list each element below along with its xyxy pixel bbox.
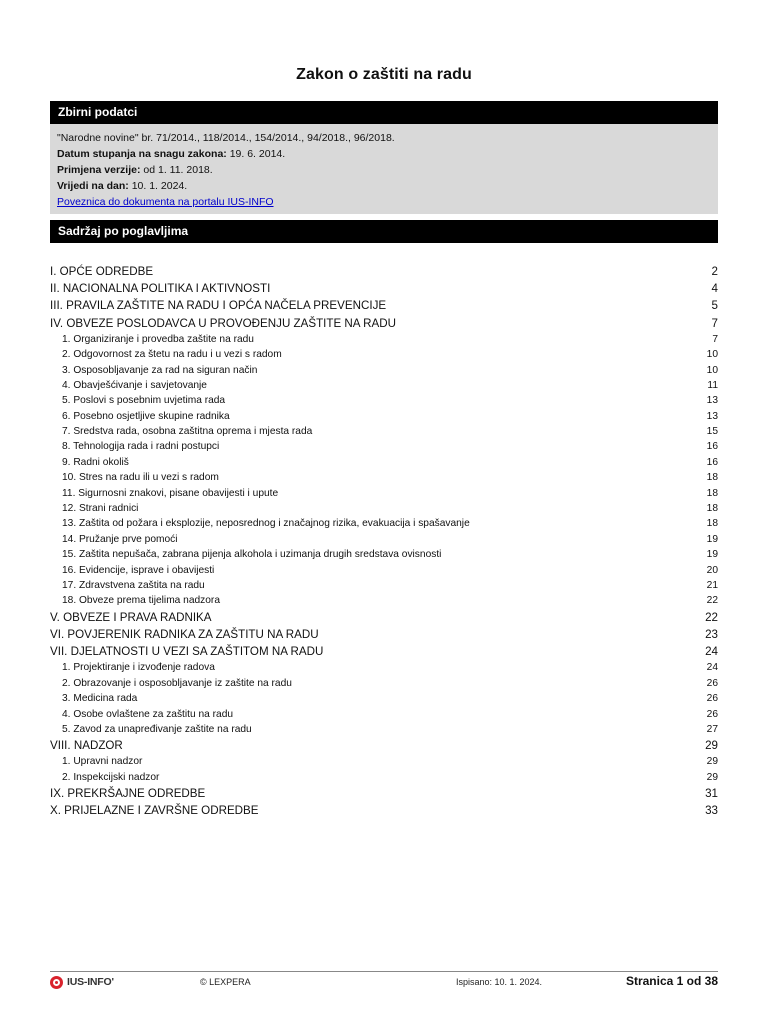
toc-entry-label: 2. Inspekcijski nadzor bbox=[62, 771, 160, 783]
toc-entry-page: 2 bbox=[711, 265, 718, 278]
toc-list bbox=[50, 263, 718, 820]
toc-entry-page: 10 bbox=[706, 364, 718, 376]
effective-date-label: Datum stupanja na snagu zakona: bbox=[57, 148, 227, 160]
toc-entry-label: X. PRIJELAZNE I ZAVRŠNE ODREDBE bbox=[50, 804, 259, 818]
toc-entry-label: 15. Zaštita nepušača, zabrana pijenja alkohola i uzimanja drugih sredstava ovisnosti bbox=[62, 549, 442, 561]
toc-chapter-row[interactable] bbox=[50, 737, 718, 754]
toc-entry-page: 29 bbox=[706, 771, 718, 783]
footer-divider bbox=[50, 971, 718, 972]
gazette-line: "Narodne novine" br. 71/2014., 118/2014., 154/2014., 94/2018., 96/2018. bbox=[57, 132, 395, 144]
toc-section-row[interactable] bbox=[50, 770, 718, 785]
toc-chapter-row[interactable] bbox=[50, 643, 718, 660]
toc-entry-label: 1. Upravni nadzor bbox=[62, 756, 143, 768]
toc-section-row[interactable] bbox=[50, 754, 718, 769]
toc-entry-page: 16 bbox=[706, 456, 718, 468]
toc-entry-label: 17. Zdravstvena zaštita na radu bbox=[62, 580, 205, 591]
toc-section-row[interactable] bbox=[50, 332, 718, 347]
valid-date-label: Vrijedi na dan: bbox=[57, 180, 129, 192]
toc-chapter-row[interactable] bbox=[50, 280, 718, 297]
toc-section-row[interactable] bbox=[50, 393, 718, 408]
toc-entry-page: 29 bbox=[705, 739, 718, 753]
toc-section-row[interactable] bbox=[50, 707, 718, 722]
toc-entry-page: 20 bbox=[706, 564, 718, 576]
toc-entry-label: II. NACIONALNA POLITIKA I AKTIVNOSTI bbox=[50, 282, 271, 296]
toc-section-row[interactable] bbox=[50, 563, 718, 578]
portal-link[interactable]: Poveznica do dokumenta na portalu IUS-INFO bbox=[57, 196, 274, 208]
toc-entry-page: 7 bbox=[712, 333, 718, 345]
toc-entry-label: 3. Osposobljavanje za rad na siguran način bbox=[62, 364, 258, 376]
toc-entry-page: 16 bbox=[706, 441, 718, 453]
toc-entry-label: 5. Zavod za unapređivanje zaštite na radu bbox=[62, 723, 252, 735]
document-title: Zakon o zaštiti na radu bbox=[296, 66, 472, 83]
toc-section-row[interactable] bbox=[50, 691, 718, 706]
toc-entry-label: 16. Evidencije, isprave i obavijesti bbox=[62, 564, 215, 576]
toc-section-row[interactable] bbox=[50, 363, 718, 378]
toc-entry-label: 2. Odgovornost za štetu na radu i u vezi s radom bbox=[62, 349, 282, 361]
footer-printed-date: Ispisano: 10. 1. 2024. bbox=[456, 977, 543, 987]
toc-entry-label: 12. Strani radnici bbox=[62, 503, 139, 515]
toc-chapter-row[interactable] bbox=[50, 785, 718, 802]
toc-entry-label: VII. DJELATNOSTI U VEZI SA ZAŠTITOM NA RADU bbox=[50, 645, 324, 659]
toc-section-row[interactable] bbox=[50, 424, 718, 439]
toc-entry-label: 1. Organiziranje i provedba zaštite na radu bbox=[62, 333, 254, 345]
toc-chapter-row[interactable] bbox=[50, 609, 718, 626]
toc-entry-page: 19 bbox=[706, 533, 718, 545]
toc-entry-label: 18. Obveze prema tijelima nadzora bbox=[62, 595, 220, 607]
version-line bbox=[57, 162, 711, 178]
toc-section-row[interactable] bbox=[50, 676, 718, 691]
toc-chapter-row[interactable] bbox=[50, 802, 718, 819]
toc-entry-label: 2. Obrazovanje i osposobljavanje iz zaštite na radu bbox=[62, 677, 292, 689]
toc-entry-page: 24 bbox=[706, 662, 718, 674]
toc-section-row[interactable] bbox=[50, 470, 718, 485]
toc-entry-page: 13 bbox=[706, 410, 718, 422]
toc-section-row[interactable] bbox=[50, 660, 718, 675]
toc-entry-page: 27 bbox=[706, 723, 718, 735]
toc-entry-label: 4. Obavješćivanje i savjetovanje bbox=[62, 379, 207, 391]
toc-entry-label: 5. Poslovi s posebnim uvjetima rada bbox=[62, 395, 226, 407]
summary-box bbox=[50, 124, 718, 214]
toc-entry-page: 7 bbox=[711, 316, 718, 330]
page-number: Stranica 1 od 38 bbox=[625, 974, 718, 988]
toc-entry-page: 31 bbox=[705, 787, 718, 801]
toc-section-row[interactable] bbox=[50, 516, 718, 531]
toc-entry-page: 23 bbox=[705, 627, 718, 641]
toc-entry-label: 4. Osobe ovlaštene za zaštitu na radu bbox=[62, 708, 234, 720]
toc-entry-page: 21 bbox=[706, 580, 718, 591]
ius-info-logo-icon bbox=[50, 976, 63, 989]
toc-entry-page: 22 bbox=[706, 595, 718, 607]
toc-section-row[interactable] bbox=[50, 722, 718, 737]
version-label: Primjena verzije: bbox=[57, 164, 141, 176]
toc-entry-page: 26 bbox=[706, 677, 718, 689]
toc-entry-page: 19 bbox=[706, 549, 718, 561]
toc-entry-label: 14. Pružanje prve pomoći bbox=[62, 533, 178, 545]
valid-date-line bbox=[57, 178, 711, 194]
ius-info-logo bbox=[50, 975, 114, 989]
toc-section-row[interactable] bbox=[50, 378, 718, 393]
toc-section-row[interactable] bbox=[50, 547, 718, 562]
effective-date-value: 19. 6. 2014. bbox=[226, 148, 286, 160]
toc-entry-label: III. PRAVILA ZAŠTITE NA RADU I OPĆA NAČELA PREVENCIJE bbox=[50, 299, 387, 313]
toc-section-row[interactable] bbox=[50, 593, 718, 608]
toc-entry-page: 18 bbox=[706, 487, 718, 499]
toc-entry-page: 5 bbox=[711, 299, 718, 313]
toc-entry-page: 24 bbox=[705, 645, 718, 659]
toc-entry-page: 13 bbox=[706, 395, 718, 407]
toc-entry-label: 10. Stres na radu ili u vezi s radom bbox=[62, 472, 219, 484]
logo-text: IUS-INFO' bbox=[67, 976, 114, 988]
toc-section-row[interactable] bbox=[50, 439, 718, 454]
portal-link-line bbox=[57, 194, 711, 210]
toc-section-row[interactable] bbox=[50, 455, 718, 470]
toc-entry-page: 26 bbox=[706, 708, 718, 720]
toc-entry-page: 18 bbox=[706, 472, 718, 484]
toc-entry-label: 11. Sigurnosni znakovi, pisane obavijesti i upute bbox=[62, 487, 279, 499]
toc-entry-label: I. OPĆE ODREDBE bbox=[50, 265, 154, 278]
toc-entry-label: 8. Tehnologija rada i radni postupci bbox=[62, 441, 220, 453]
toc-section-row[interactable] bbox=[50, 409, 718, 424]
toc-entry-page: 11 bbox=[707, 379, 718, 391]
toc-entry-page: 4 bbox=[711, 282, 718, 296]
version-value: od 1. 11. 2018. bbox=[140, 164, 213, 176]
toc-entry-page: 18 bbox=[706, 503, 718, 515]
toc-chapter-row[interactable] bbox=[50, 263, 718, 280]
toc-chapter-row[interactable] bbox=[50, 297, 718, 314]
toc-entry-label: 9. Radni okoliš bbox=[62, 456, 129, 468]
toc-entry-page: 10 bbox=[706, 349, 718, 361]
toc-section-row[interactable] bbox=[50, 486, 718, 501]
toc-section-row[interactable] bbox=[50, 501, 718, 516]
toc-chapter-row[interactable] bbox=[50, 315, 718, 332]
toc-entry-label: IX. PREKRŠAJNE ODREDBE bbox=[50, 787, 206, 801]
effective-date-line bbox=[57, 146, 711, 162]
toc-entry-label: V. OBVEZE I PRAVA RADNIKA bbox=[50, 610, 212, 624]
footer-copyright: © LEXPERA bbox=[200, 977, 251, 987]
toc-section-row[interactable] bbox=[50, 532, 718, 547]
toc-chapter-row[interactable] bbox=[50, 626, 718, 643]
summary-heading: Zbirni podatci bbox=[50, 101, 718, 124]
toc-section-row[interactable] bbox=[50, 578, 718, 593]
toc-entry-label: 6. Posebno osjetljive skupine radnika bbox=[62, 410, 230, 422]
toc-section-row[interactable] bbox=[50, 347, 718, 362]
toc-entry-label: VIII. NADZOR bbox=[50, 739, 123, 753]
toc-entry-page: 29 bbox=[706, 756, 718, 768]
toc-entry-page: 18 bbox=[706, 518, 718, 530]
toc-entry-page: 33 bbox=[705, 804, 718, 818]
toc-entry-page: 26 bbox=[706, 693, 718, 705]
toc-entry-page: 22 bbox=[705, 610, 718, 624]
toc-entry-label: VI. POVJERENIK RADNIKA ZA ZAŠTITU NA RADU bbox=[50, 627, 319, 641]
toc-heading: Sadržaj po poglavljima bbox=[50, 220, 718, 243]
toc-entry-label: 3. Medicina rada bbox=[62, 693, 138, 705]
toc-entry-label: 7. Sredstva rada, osobna zaštitna oprema i mjesta rada bbox=[62, 426, 313, 438]
valid-date-value: 10. 1. 2024. bbox=[128, 180, 188, 192]
toc-entry-label: 13. Zaštita od požara i eksplozije, neposrednog i značajnog rizika, evakuacija i spašavanje bbox=[62, 518, 470, 530]
toc-entry-label: 1. Projektiranje i izvođenje radova bbox=[62, 662, 215, 674]
toc-entry-label: IV. OBVEZE POSLODAVCA U PROVOĐENJU ZAŠTITE NA RADU bbox=[50, 316, 396, 330]
toc-entry-page: 15 bbox=[706, 426, 718, 438]
